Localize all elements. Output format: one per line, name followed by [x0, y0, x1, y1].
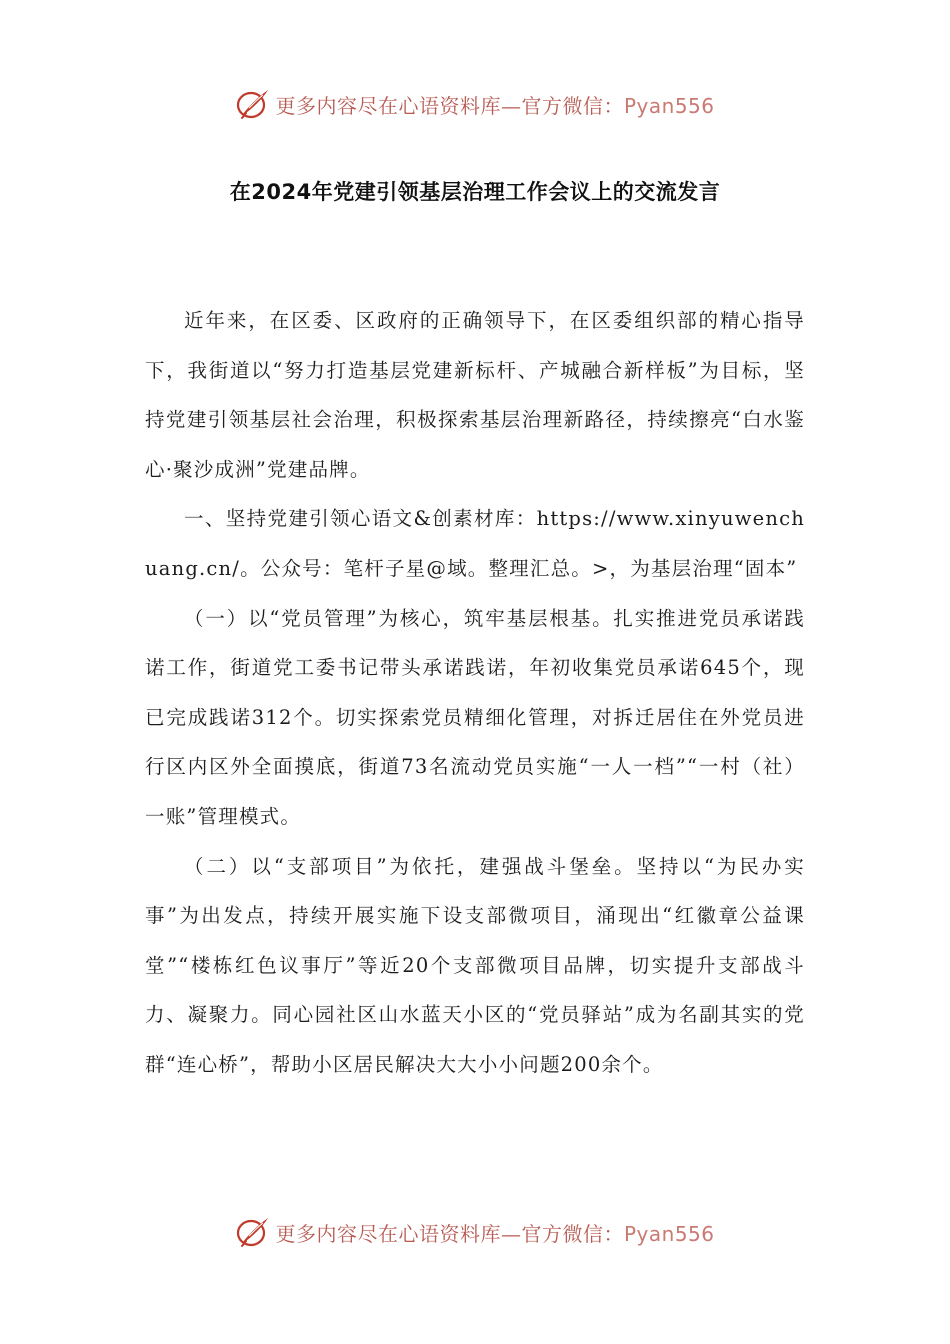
document-title: 在2024年党建引领基层治理工作会议上的交流发言	[229, 180, 721, 204]
footer-banner	[0, 1212, 950, 1252]
paragraph-subsection-1: （一）以“党员管理”为核心，筑牢基层根基。扎实推进党员承诺践诺工作，街道党工委书记带头承诺践诺，年初收集党员承诺645个，现已完成践诺312个。切实探索党员精细化管理，对拆迁居住在外党员进行区内区外全面摸底，街道73名流动党员实施“一人一档”“一村（社）一账”管理模式。	[145, 606, 805, 828]
quill-pen-logo-icon	[235, 1214, 271, 1250]
quill-pen-logo-icon	[235, 86, 271, 122]
header-wechat-id: Pyan556	[623, 93, 715, 118]
paragraph-intro: 近年来，在区委、区政府的正确领导下，在区委组织部的精心指导下，我街道以“努力打造基层党建新标杆、产城融合新样板”为目标，坚持党建引领基层社会治理，积极探索基层治理新路径，持续擦亮“白水鉴心·聚沙成洲”党建品牌。	[145, 309, 805, 481]
header-banner	[0, 84, 950, 124]
paragraph-subsection-2: （二）以“支部项目”为依托，建强战斗堡垒。坚持以“为民办实事”为出发点，持续开展实施下设支部微项目，涌现出“红徽章公益课堂”“楼栋红色议事厅”等近20个支部微项目品牌，切实提升支部战斗力、凝聚力。同心园社区山水蓝天小区的“党员驿站”成为名副其实的党群“连心桥”，帮助小区居民解决大大小小问题200余个。	[145, 854, 805, 1076]
paragraph-section-1-heading: 一、坚持党建引领心语文&创素材库：https://www.xinyuwenchuang.cn/。公众号：笔杆子星@域。整理汇总。>，为基层治理“固本”	[145, 507, 805, 580]
header-banner-text: 更多内容尽在心语资料库—官方微信：Pyan556	[275, 93, 715, 118]
footer-banner-text: 更多内容尽在心语资料库—官方微信：Pyan556	[275, 1221, 715, 1246]
document-body	[145, 296, 805, 1090]
footer-wechat-id: Pyan556	[623, 1221, 715, 1246]
